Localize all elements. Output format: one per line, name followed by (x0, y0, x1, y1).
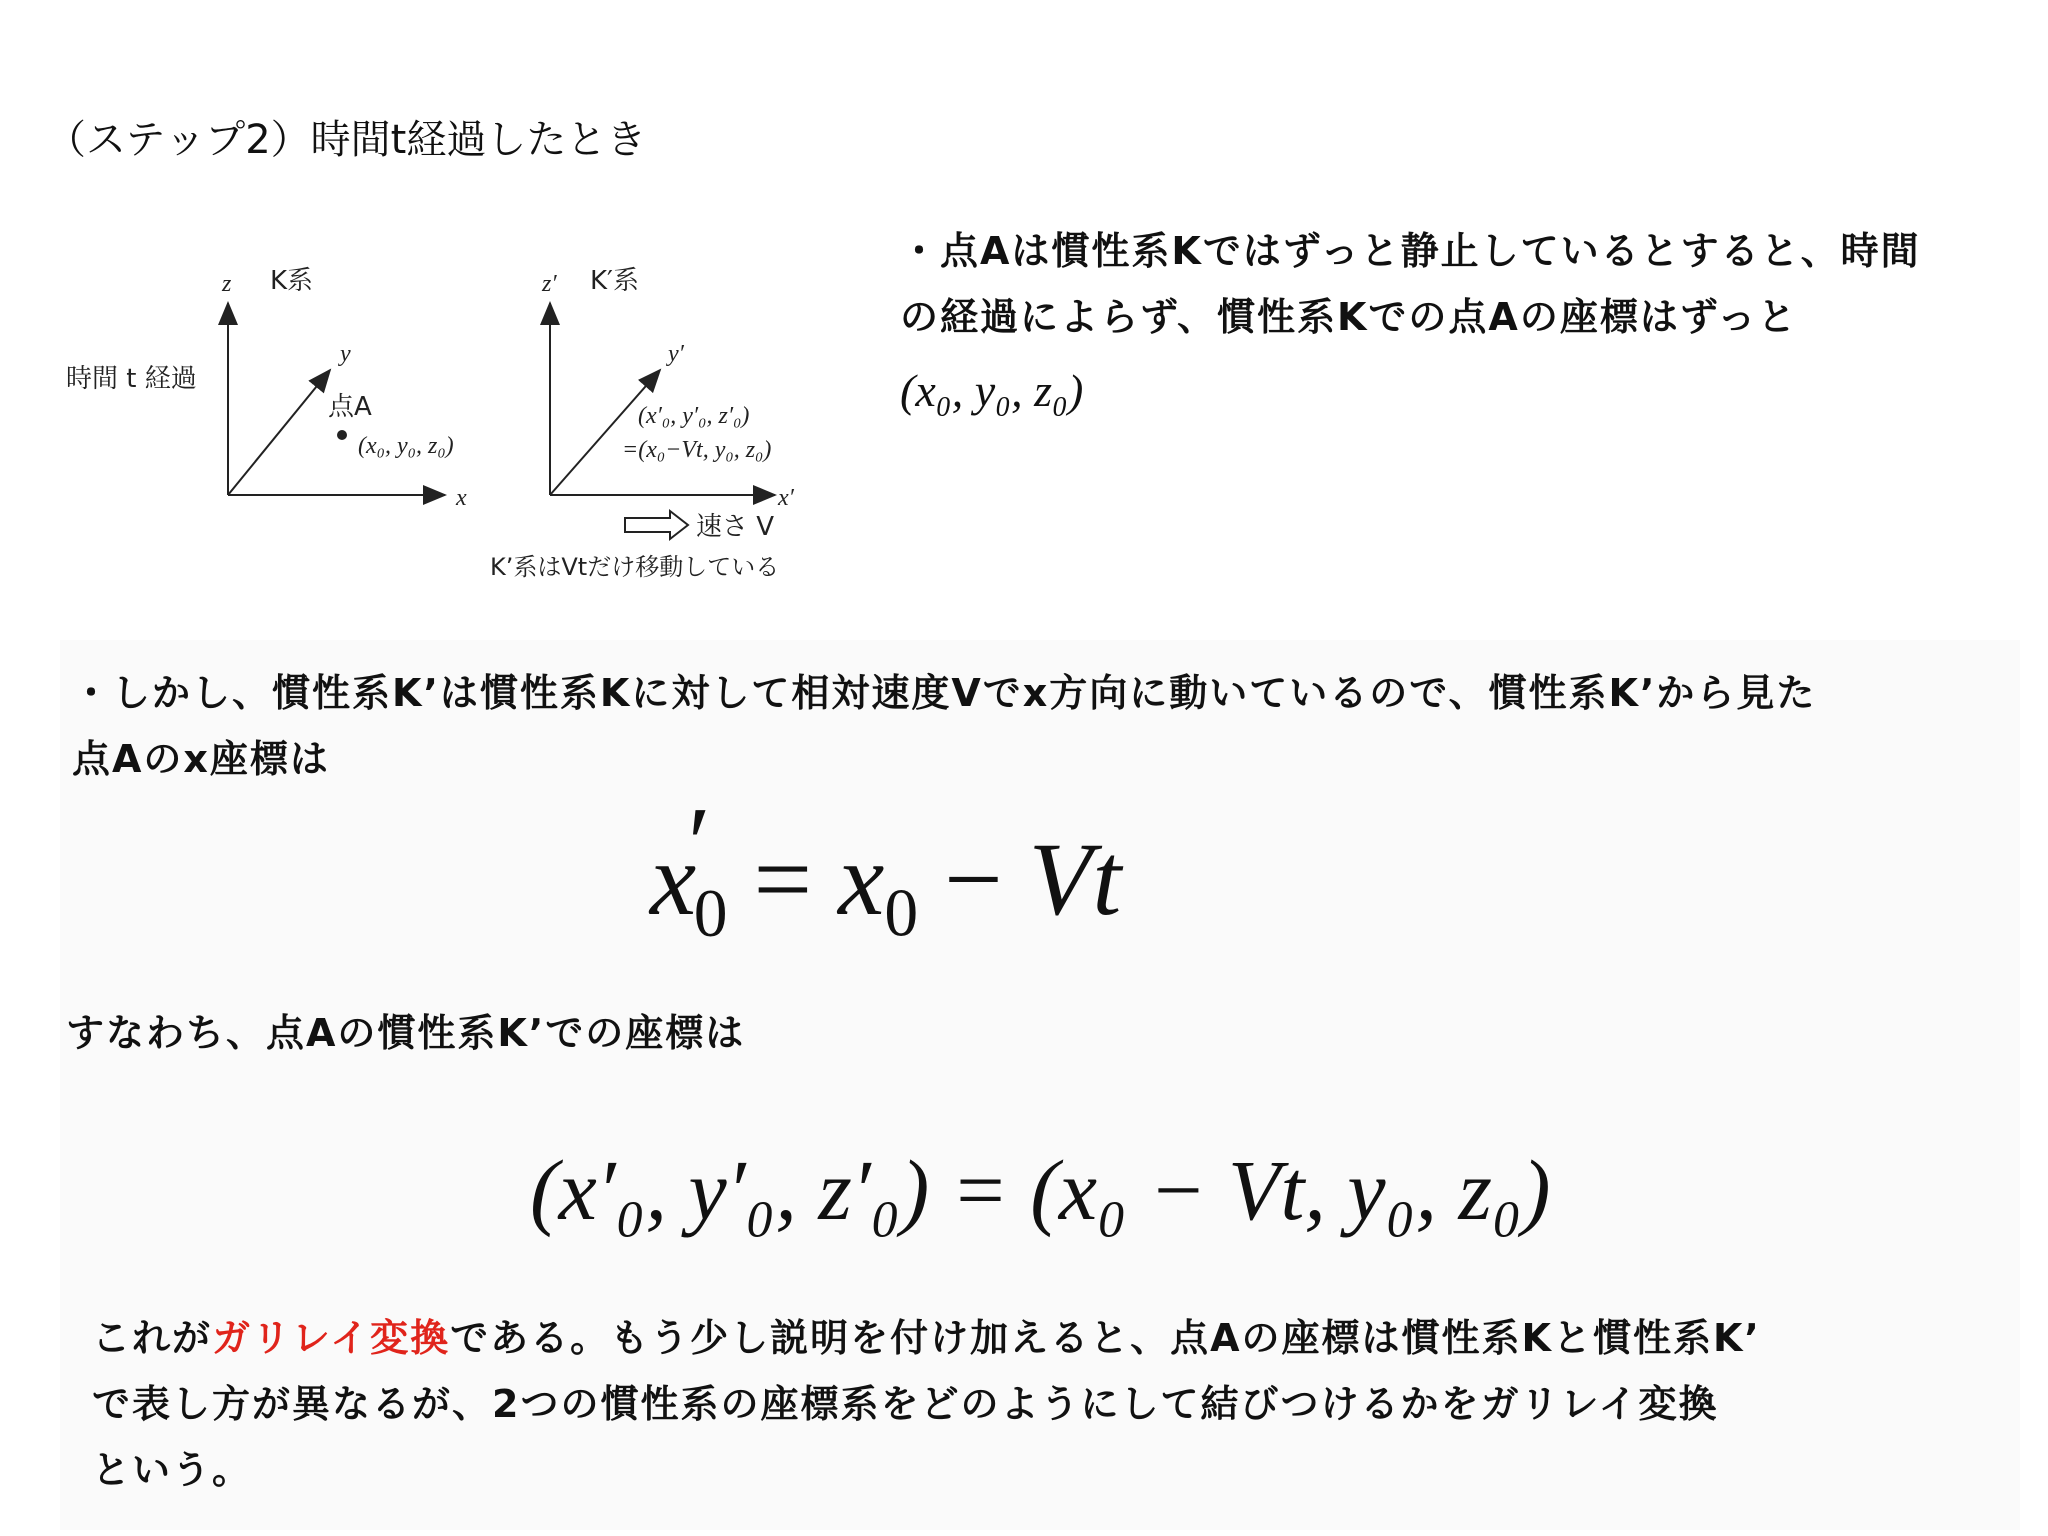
y-prime-axis (550, 370, 660, 495)
paragraph-relative-motion-line1: ・しかし、慣性系K’は慣性系Kに対して相対速度Vでx方向に動いているので、慣性系K’から見た (72, 671, 1817, 715)
x-prime-label: x′ (778, 485, 794, 511)
frame-k-prime (490, 266, 795, 581)
paragraph-coordinate-intro-line: すなわち、点Aの慣性系K’での座標は (66, 1011, 746, 1055)
paragraph-rest-state-line2: の経過によらず、慣性系Kでの点Aの座標はずっと (900, 295, 1798, 339)
y-axis (228, 370, 330, 495)
galilean-line1-post: である。もう少し説明を付け加えると、点Aの座標は慣性系Kと慣性系K’ (450, 1316, 1761, 1360)
galilean-transformation-highlight: ガリレイ変換 (212, 1316, 451, 1360)
galilean-line1-pre: これが (92, 1316, 213, 1360)
paragraph-galilean-definition (92, 1305, 1761, 1503)
eq1-lhs-prime: ′ (687, 785, 711, 901)
point-a-coord: (x₀, y₀, z₀) (358, 433, 454, 459)
eq1-rhs-term: Vt (1028, 822, 1122, 937)
point-a-label: 点A (328, 392, 372, 422)
point-a-prime-coord: (x′₀, y′₀, z′₀) (638, 403, 750, 429)
eq1-lhs-var: x (650, 822, 697, 937)
frame-k (221, 266, 467, 511)
paragraph-coordinate-intro (66, 1000, 745, 1066)
paragraph-galilean-line2: で表し方が異なるが、2つの慣性系の座標系をどのようにして結びつけるかをガリレイ変換 (92, 1382, 1719, 1426)
z-prime-label: z′ (542, 271, 557, 297)
y-label: y (340, 341, 351, 367)
time-label: 時間 t 経過 (66, 364, 197, 394)
movement-caption: K’系はVtだけ移動している (490, 553, 780, 581)
rest-coordinate-math: (x₀, y₀, z₀) (900, 365, 1084, 416)
eq1-equals: = (727, 822, 839, 937)
z-label: z (222, 271, 232, 297)
point-a-prime-coord-expanded: =(x₀−Vt, y₀, z₀) (622, 437, 772, 463)
speed-label: 速さ V (696, 512, 775, 542)
paragraph-rest-state (900, 218, 1921, 424)
frame-k-prime-label: K′系 (590, 266, 639, 296)
equation-x-prime (650, 785, 1122, 953)
paragraph-relative-motion (72, 660, 1816, 792)
paragraph-relative-motion-line2: 点Aのx座標は (72, 737, 330, 781)
eq1-rhs-var: x (838, 822, 885, 937)
paragraph-galilean-line1 (92, 1305, 1761, 1371)
coordinate-diagram (60, 255, 840, 595)
eq1-lhs-sub: 0 (693, 875, 728, 951)
x-label: x (456, 485, 467, 511)
section-heading: （ステップ2）時間t経過したとき (46, 117, 647, 163)
frame-k-label: K系 (270, 266, 314, 296)
paragraph-rest-state-line1: ・点Aは慣性系Kではずっと静止しているとすると、時間 (900, 229, 1921, 273)
point-a-dot (337, 430, 347, 440)
y-prime-label: y′ (668, 341, 684, 367)
eq1-rhs-sub: 0 (884, 875, 919, 951)
velocity-arrow-icon (625, 511, 688, 539)
paragraph-galilean-line3: という。 (92, 1448, 253, 1492)
equation-galilean-coordinates: (x′₀, y′₀, z′₀) = (x₀ − Vt, y₀, z₀) (530, 1142, 1551, 1238)
eq1-minus: − (918, 822, 1029, 937)
